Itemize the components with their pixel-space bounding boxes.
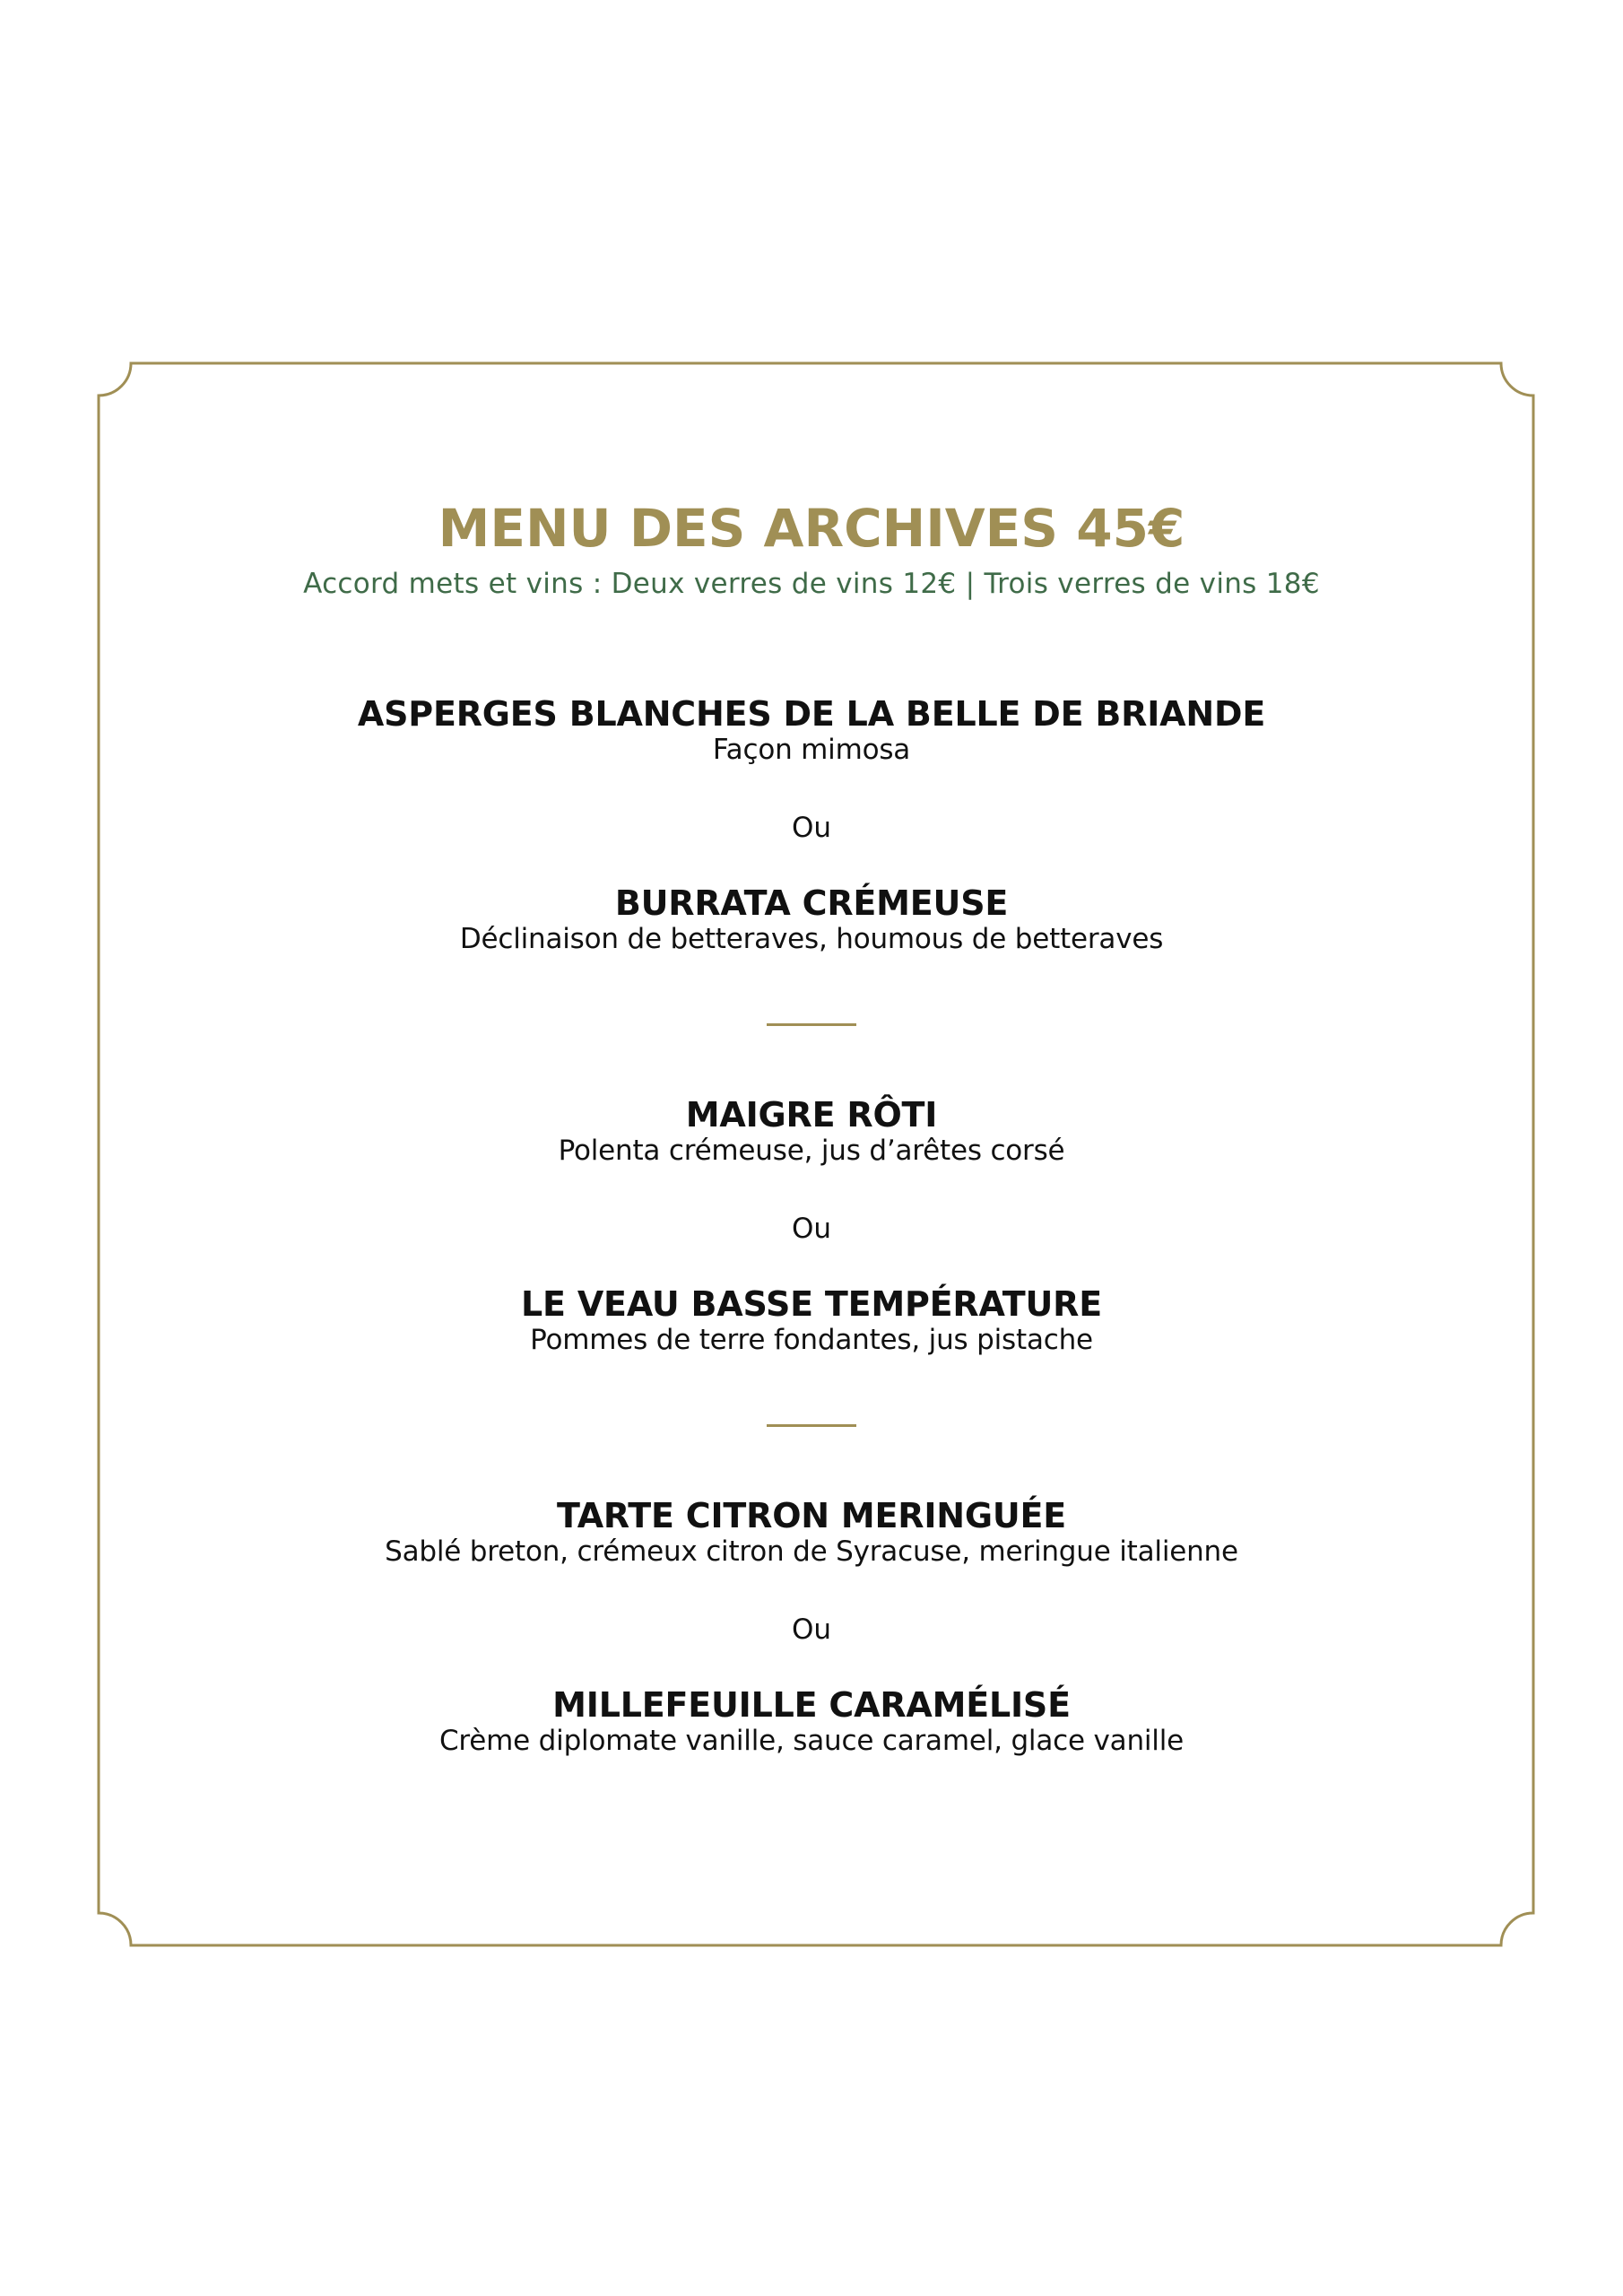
dish-name: LE VEAU BASSE TEMPÉRATURE (521, 1284, 1102, 1324)
dish-description: Déclinaison de betteraves, houmous de betteraves (459, 923, 1164, 955)
dish-option (126, 694, 1497, 766)
dish-description: Polenta crémeuse, jus d’arêtes corsé (558, 1135, 1065, 1167)
dish-option (126, 883, 1497, 955)
mains-section (126, 1095, 1497, 1356)
dish-option (126, 1685, 1497, 1757)
dish-description: Pommes de terre fondantes, jus pistache (530, 1324, 1093, 1356)
divider-line (767, 1424, 856, 1427)
dish-description: Sablé breton, crémeux citron de Syracuse, meringue italienne (385, 1535, 1238, 1568)
dish-name: ASPERGES BLANCHES DE LA BELLE DE BRIANDE (357, 694, 1266, 734)
section-divider (126, 953, 1497, 1098)
dish-name: MAIGRE RÔTI (685, 1095, 938, 1135)
divider-line (767, 1023, 856, 1026)
or-separator: Ou (791, 1613, 832, 1646)
dish-option (126, 1095, 1497, 1167)
dish-option (126, 1496, 1497, 1568)
starters-section (126, 694, 1497, 955)
dish-name: MILLEFEUILLE CARAMÉLISÉ (552, 1685, 1071, 1725)
or-separator: Ou (791, 812, 832, 844)
menu-title: MENU DES ARCHIVES 45€ (438, 498, 1185, 559)
desserts-section (126, 1496, 1497, 1757)
menu-content (126, 498, 1497, 1757)
dish-description: Crème diplomate vanille, sauce caramel, glace vanille (438, 1725, 1185, 1757)
section-divider (126, 1354, 1497, 1499)
dish-description: Façon mimosa (712, 734, 911, 766)
dish-name: BURRATA CRÉMEUSE (614, 883, 1009, 923)
or-separator: Ou (791, 1213, 832, 1245)
wine-pairing-info: Accord mets et vins : Deux verres de vins 12€ | Trois verres de vins 18€ (303, 568, 1320, 600)
dish-option (126, 1284, 1497, 1356)
dish-name: TARTE CITRON MERINGUÉE (556, 1496, 1067, 1535)
